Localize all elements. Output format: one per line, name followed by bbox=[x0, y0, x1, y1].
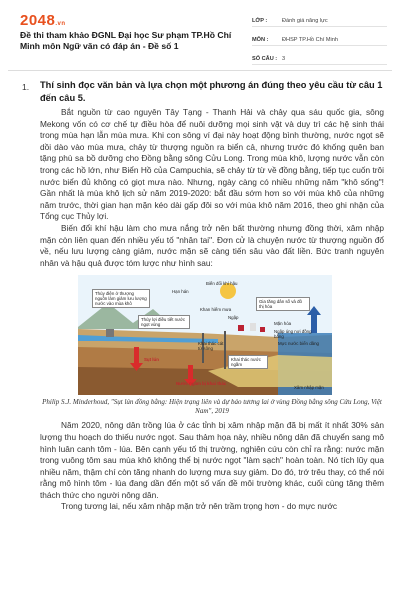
meta-row-count bbox=[252, 50, 387, 65]
label-sand-mining: Khai thác cát từ sông bbox=[198, 341, 224, 352]
label-groundwater-extraction: Khai thác nước ngầm bbox=[228, 355, 268, 369]
label-drought: Hạn hán bbox=[172, 289, 189, 295]
question-body bbox=[40, 79, 384, 513]
paragraph: Trong tương lai, nếu xâm nhập mặn trở nên trầm trọng hơn - do mực nước bbox=[61, 501, 338, 512]
page-header bbox=[0, 0, 400, 70]
paragraph: Năm 2020, nông dân trồng lúa ở các tỉnh bị xâm nhập mặn đã bị mất ít nhất 30% sản lượng thu hoạch do thiếu nước ngọt. Sau thảm họa này, nhiều nông dân đã chuyển sang mô hình luân canh tôm - lúa. Bên cạnh yếu tố thị trường, nghiên cứu còn chỉ ra rằng: nước mặn trong vuông tôm sau mùa khô không thể bị nước ngọt "làm sạch" hoàn toàn. Nó tích lũy qua nhiều năm, thậm chí còn tăng nhanh do lượng mưa suy giảm. Do đó, trớ trêu thay, có thể nói rằng mô hình tôm - lúa đang dần đến một số vấn đề môi trường khác, cuối cùng tăng thêm thách thức cho người nông dân. bbox=[40, 420, 384, 500]
header-divider bbox=[8, 70, 392, 71]
label-subsidence: Sụt lún bbox=[144, 357, 159, 363]
label-population: Gia tăng dân số và đô thị hóa bbox=[256, 297, 310, 311]
causes-diagram bbox=[78, 275, 332, 395]
meta-value: ĐHSP TP.Hồ Chí Minh bbox=[282, 37, 338, 43]
meta-row-subject bbox=[252, 31, 387, 46]
meta-key: LỚP : bbox=[252, 18, 268, 24]
label-fresh-water: Thủy lợi điều tiết nước ngọt vùng bbox=[138, 315, 190, 329]
label-sea-level: Mực nước biển dâng bbox=[278, 341, 319, 347]
meta-key: SỐ CÂU : bbox=[252, 56, 278, 62]
meta-value: 3 bbox=[282, 56, 286, 62]
question-number: 1. bbox=[22, 82, 30, 92]
meta-row-class bbox=[252, 12, 387, 27]
document-title: Đề thi tham khảo ĐGNL Đại học Sư phạm TP.Hồ Chí Minh môn Ngữ văn có đáp án - Đề số 1 bbox=[20, 30, 232, 51]
label-flooding-delta: Ngập úng nơi đồng bằng bbox=[274, 329, 312, 340]
figure-caption: Philip S.J. Minderhoud, "Sụt lún đồng bằng: Hiện trạng liên và dự báo tương lai ở vùng Đồng bằng sông Cửu Long, Việt Nam", 2019 bbox=[42, 398, 382, 416]
paragraph: Biến đổi khí hậu làm cho mưa nắng trở nên bất thường nhưng đồng thời, xâm nhập mặn còn liên quan đến nhiều yếu tố "nhân tai". Đơn cử là chuyện nước từ thượng nguồn đổ về, nếu lưu lượng càng giảm, nước mặn sẽ càng tiến sâu vào đất liền. Bức tranh nguyên nhân và hậu quả được tóm lược như hình sau: bbox=[40, 222, 384, 268]
meta-key: MÔN : bbox=[252, 37, 269, 43]
site-logo[interactable]: 2048.vn bbox=[20, 12, 66, 29]
question-heading: Thí sinh đọc văn bản và lựa chọn một phương án đúng theo yêu cầu từ câu 1 đến câu 5. bbox=[40, 80, 383, 103]
paragraph: Bắt nguồn từ cao nguyên Tây Tạng - Thanh Hải và chảy qua sáu quốc gia, sông Mekong vốn có cơ chế tự điều hòa để nuôi dưỡng mọi sinh vật và duy trì các hệ sinh thái trong mùa hạn lẫn mùa mưa. Khi con sông ví đại này hoạt động bình thường, nước ngọt sẽ dồi dào vào mùa mưa, chảy từ thượng nguồn ra biển cả, nhưng trước đó khống quên ban tặng phù sa bồ dưỡng cho Đồng bằng sông Cửu Long. Trong mùa khô, lượng nước vẫn còn trong các hồ lớn, như Biển Hồ của Campuchia, sẽ chảy từ từ về đồng bằng, tiếp tục cuốn trôi nước biển đủ không có giọt mưa nào. Nhưng, ngày càng có nhiều những năm "khô sống"! Gần nhất là mùa khô lịch sử năm 2019-2020: bắt đầu sớm hơn so với mùa khô của những năm trước, thời gian hạn mặn kéo dài gấp đôi so với mùa khô năm 2016, theo ghi nhận của Tổng cục Thủy lợi. bbox=[40, 107, 384, 222]
label-groundwater-extracted: Nước ngầm bị khai thác bbox=[176, 381, 227, 387]
meta-table bbox=[252, 12, 387, 69]
label-dams: Thủy điện ở thượng nguồn làm giảm lưu lượng nước vào mùa khô bbox=[92, 289, 150, 308]
label-flood: Ngập bbox=[228, 315, 239, 321]
label-climate: Biến đổi khí hậu bbox=[206, 281, 238, 287]
meta-value: Đánh giá năng lực bbox=[282, 18, 328, 24]
label-salinization: Mặn hóa bbox=[274, 321, 292, 327]
label-salt-intrusion: Xâm nhập mặn bbox=[294, 385, 324, 391]
label-less-rain: Khan hiếm mưa bbox=[200, 307, 232, 313]
